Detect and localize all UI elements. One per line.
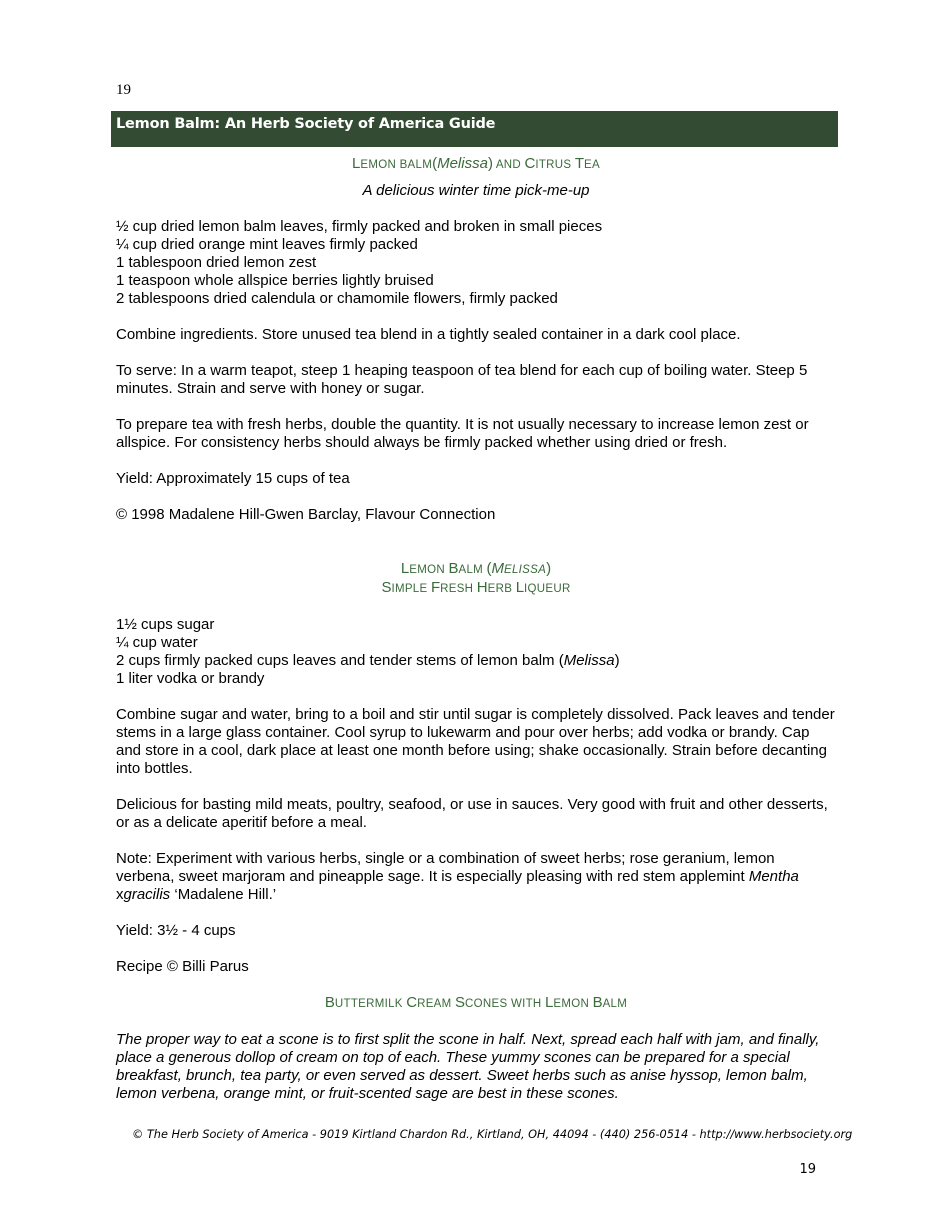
tea-ingredient: 1 teaspoon whole allspice berries lightly bruised [116,272,434,289]
tea-fresh-herbs: To prepare tea with fresh herbs, double the quantity. It is not usually necessary to increase lemon zest or allspice. For consistency herbs should always be firmly packed whether using dried or fresh. [116,416,809,451]
header-banner [111,111,838,147]
tea-ingredient: ¼ cup dried orange mint leaves firmly packed [116,236,418,253]
footer-address: © The Herb Society of America - 9019 Kirtland Chardon Rd., Kirtland, OH, 44094 - (440) 256-0514 - http://www.herbsociety.org [132,1128,853,1141]
bottom-page-number: 19 [799,1162,816,1177]
tea-serve: To serve: In a warm teapot, steep 1 heaping teaspoon of tea blend for each cup of boiling water. Steep 5 minutes. Strain and serve with honey or sugar. [116,362,808,397]
tea-recipe-title: LEMON BALM(Melissa) AND CITRUS TEA [352,155,600,172]
liqueur-ingredient: 2 cups firmly packed cups leaves and tender stems of lemon balm (Melissa) [116,652,620,669]
tea-ingredient: 2 tablespoons dried calendula or chamomile flowers, firmly packed [116,290,558,307]
top-page-number: 19 [116,82,131,98]
tea-combine: Combine ingredients. Store unused tea blend in a tightly sealed container in a dark cool place. [116,326,741,343]
liqueur-credit: Recipe © Billi Parus [116,958,249,975]
tea-ingredient: ½ cup dried lemon balm leaves, firmly packed and broken in small pieces [116,218,603,235]
liqueur-yield: Yield: 3½ - 4 cups [116,922,236,939]
liqueur-uses: Delicious for basting mild meats, poultry, seafood, or use in sauces. Very good with fruit and other desserts, or as a delicate aperitif before a meal. [116,796,828,831]
scones-intro: The proper way to eat a scone is to first split the scone in half. Next, spread each half with jam, and finally, place a generous dollop of cream on top of each. These yummy scones can be prepared for a special breakfast, brunch, tea party, or even served as dessert. Sweet herbs such as anise hyssop, lemon balm, lemon verbena, orange mint, or fruit-scented sage are best in these scones. [116,1031,820,1102]
liqueur-ingredient: ¼ cup water [116,634,198,651]
scones-title: BUTTERMILK CREAM SCONES WITH LEMON BALM [324,994,628,1011]
tea-subtitle: A delicious winter time pick-me-up [362,182,590,199]
tea-copyright: © 1998 Madalene Hill-Gwen Barclay, Flavour Connection [116,506,496,523]
liqueur-ingredient: 1 liter vodka or brandy [116,670,265,687]
tea-ingredient: 1 tablespoon dried lemon zest [116,254,317,271]
header-title: Lemon Balm: An Herb Society of America Guide [116,116,496,132]
liqueur-title-line1: LEMON BALM (MELISSA) [400,560,552,577]
liqueur-ingredient: 1½ cups sugar [116,616,215,633]
liqueur-title-line2: SIMPLE FRESH HERB LIQUEUR [381,579,571,596]
liqueur-method: Combine sugar and water, bring to a boil and stir until sugar is completely dissolved. Pack leaves and tender stems in a large glass container. Cool syrup to lukewarm and pour over herbs; add vodka or brandy. Cap and store in a cool, dark place at least one month before using; shake occasionally. Strain before decanting into bottles. [116,706,835,777]
page-content [116,155,836,1103]
tea-yield: Yield: Approximately 15 cups of tea [116,470,350,487]
liqueur-note: Note: Experiment with various herbs, single or a combination of sweet herbs; rose geranium, lemon verbena, sweet marjoram and pineapple sage. It is especially pleasing with red stem applemint Mentha xgracilis ‘Madalene Hill.’ [116,850,799,903]
